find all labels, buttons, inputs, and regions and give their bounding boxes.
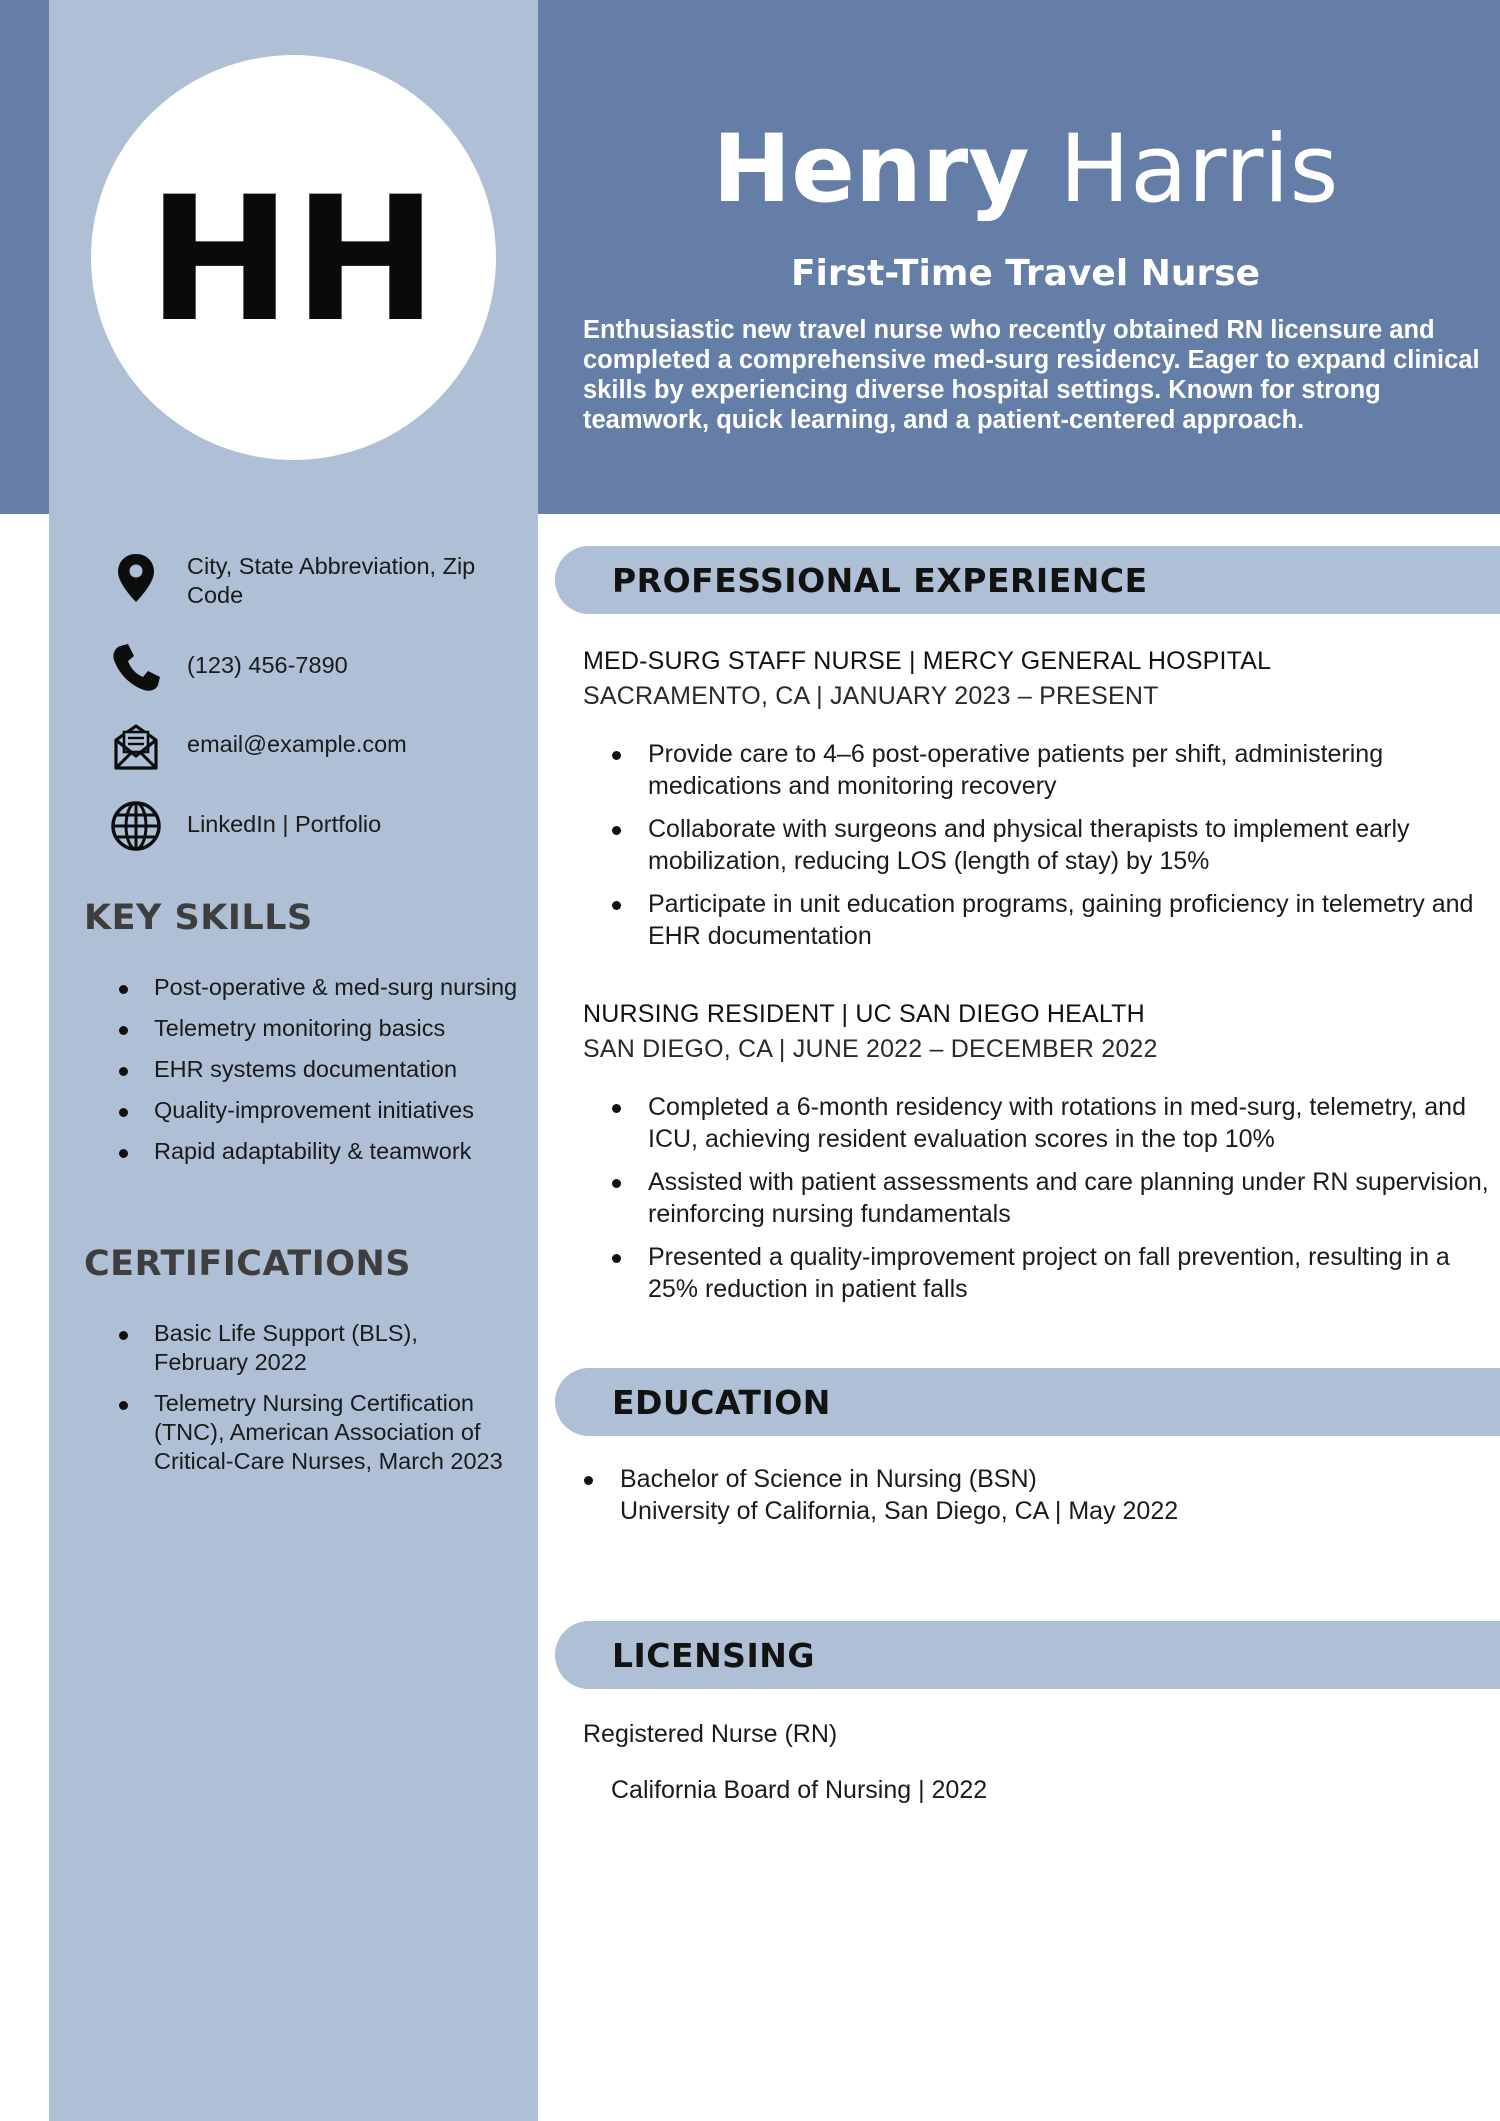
location-pin-icon: [108, 550, 164, 606]
candidate-name: [538, 115, 1500, 224]
license-name: Registered Nurse (RN): [583, 1720, 838, 1748]
list-item: Quality-improvement initiatives: [118, 1096, 518, 1125]
list-item: Rapid adaptability & teamwork: [118, 1137, 518, 1166]
job-2-subtitle: SAN DIEGO, CA | JUNE 2022 – DECEMBER 2022: [583, 1035, 1158, 1063]
license-board: California Board of Nursing | 2022: [611, 1776, 988, 1804]
school: University of California, San Diego, CA | May 2022: [620, 1497, 1179, 1525]
education-section-bar: [555, 1368, 1500, 1436]
list-item: Completed a 6-month residency with rotations in med-surg, telemetry, and ICU, achieving resident evaluation scores in the top 10%: [612, 1091, 1492, 1155]
list-item: Telemetry Nursing Certification (TNC), American Association of Critical-Care Nurses, March 2023: [118, 1389, 518, 1476]
list-item: Basic Life Support (BLS), February 2022: [118, 1319, 518, 1377]
contact-location: [108, 550, 476, 608]
list-item: Collaborate with surgeons and physical therapists to implement early mobilization, reducing LOS (length of stay) by 15%: [612, 813, 1492, 877]
licensing-heading: LICENSING: [612, 1636, 815, 1675]
avatar-initials: HH: [147, 158, 440, 360]
degree: Bachelor of Science in Nursing (BSN): [620, 1465, 1037, 1493]
list-item: Participate in unit education programs, gaining proficiency in telemetry and EHR documentation: [612, 888, 1492, 952]
job-1-title: MED-SURG STAFF NURSE | MERCY GENERAL HOSPITAL: [583, 647, 1272, 675]
list-item: Telemetry monitoring basics: [118, 1014, 518, 1043]
location-text: City, State Abbreviation, Zip Code: [187, 553, 476, 608]
licensing-section-bar: [555, 1621, 1500, 1689]
skills-list: [118, 973, 518, 1178]
job-1-subtitle: SACRAMENTO, CA | JANUARY 2023 – PRESENT: [583, 682, 1159, 710]
avatar: [91, 55, 496, 460]
job-2-bullets: [612, 1091, 1492, 1316]
resume-header: [538, 0, 1500, 514]
globe-icon: [108, 798, 164, 854]
phone-text[interactable]: (123) 456-7890: [187, 652, 348, 678]
list-item: EHR systems documentation: [118, 1055, 518, 1084]
education-list: [584, 1463, 1464, 1527]
contact-phone: [108, 640, 348, 696]
job-2-title: NURSING RESIDENT | UC SAN DIEGO HEALTH: [583, 1000, 1145, 1028]
list-item: Post-operative & med-surg nursing: [118, 973, 518, 1002]
last-name: Harris: [1059, 115, 1339, 224]
job-title: First-Time Travel Nurse: [790, 253, 1261, 294]
experience-section-bar: [555, 546, 1500, 614]
first-name: Henry: [712, 115, 1030, 224]
skills-heading: KEY SKILLS: [84, 898, 313, 938]
list-item: Presented a quality-improvement project on fall prevention, resulting in a 25% reduction in patient falls: [612, 1241, 1492, 1305]
list-item: Provide care to 4–6 post-operative patients per shift, administering medications and monitoring recovery: [612, 738, 1492, 802]
contact-email: [108, 718, 407, 774]
email-text[interactable]: email@example.com: [187, 731, 407, 757]
certifications-heading: CERTIFICATIONS: [84, 1244, 412, 1284]
list-item: [584, 1463, 1464, 1527]
summary: Enthusiastic new travel nurse who recently obtained RN licensure and completed a comprehensive med-surg residency. Eager to expand clinical skills by experiencing diverse hospital settings. Known for strong teamwork, quick learning, and a patient-centered approach.: [583, 316, 1480, 434]
contact-links: [108, 798, 382, 854]
list-item: Assisted with patient assessments and care planning under RN supervision, reinforcing nursing fundamentals: [612, 1166, 1492, 1230]
certifications-list: [118, 1319, 518, 1488]
experience-heading: PROFESSIONAL EXPERIENCE: [612, 561, 1148, 600]
links-text[interactable]: LinkedIn | Portfolio: [187, 811, 382, 837]
phone-icon: [108, 640, 164, 696]
education-heading: EDUCATION: [612, 1383, 831, 1422]
email-envelope-icon: [108, 718, 164, 774]
job-1-bullets: [612, 738, 1492, 963]
